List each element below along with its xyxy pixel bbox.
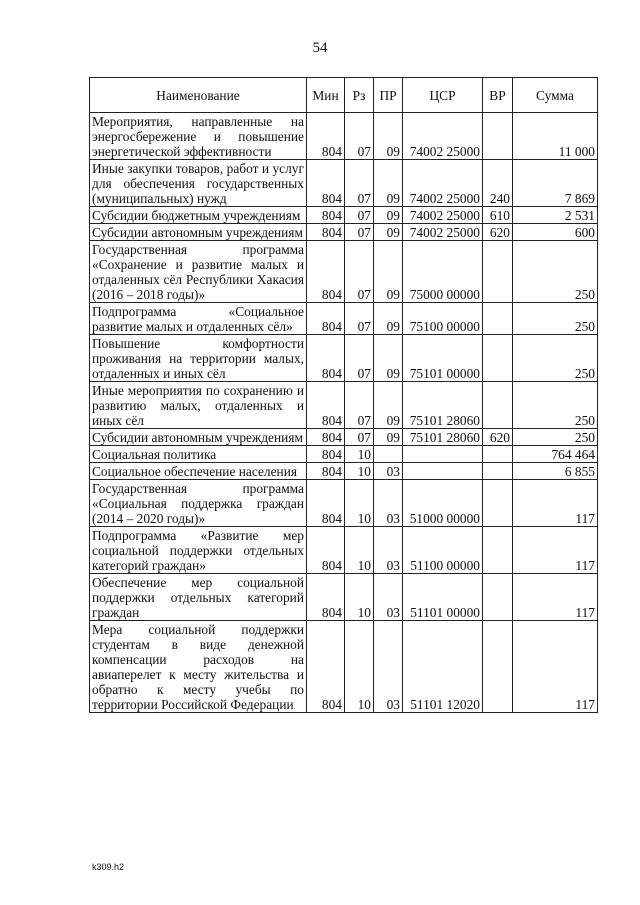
- budget-table: [89, 77, 598, 713]
- cell-rz: 10: [345, 527, 374, 574]
- table-row: [90, 480, 598, 527]
- cell-min: 804: [307, 241, 345, 303]
- cell-min: 804: [307, 574, 345, 621]
- cell-vr: [483, 113, 513, 160]
- cell-min: 804: [307, 303, 345, 335]
- cell-vr: [483, 446, 513, 463]
- cell-sum: 250: [513, 303, 598, 335]
- cell-rz: 07: [345, 335, 374, 382]
- table-body: [90, 113, 598, 713]
- cell-csr: 74002 25000: [403, 113, 483, 160]
- cell-csr: 75000 00000: [403, 241, 483, 303]
- cell-pr: 09: [374, 382, 403, 429]
- table-row: [90, 241, 598, 303]
- cell-sum: 11 000: [513, 113, 598, 160]
- cell-pr: 03: [374, 574, 403, 621]
- cell-name: Иные мероприятия по сохранению и развитию малых, отдаленных и иных сёл: [90, 382, 307, 429]
- cell-name: Государственная программа «Социальная поддержка граждан (2014 – 2020 годы)»: [90, 480, 307, 527]
- cell-rz: 07: [345, 429, 374, 446]
- cell-rz: 07: [345, 207, 374, 224]
- table-row: [90, 574, 598, 621]
- cell-name: Подпрограмма «Развитие мер социальной поддержки отдельных категорий граждан»: [90, 527, 307, 574]
- cell-rz: 10: [345, 463, 374, 480]
- table-row: [90, 335, 598, 382]
- table-row: [90, 113, 598, 160]
- cell-csr: [403, 463, 483, 480]
- cell-rz: 07: [345, 113, 374, 160]
- cell-rz: 07: [345, 303, 374, 335]
- cell-name: Обеспечение мер социальной поддержки отдельных категорий граждан: [90, 574, 307, 621]
- cell-pr: 03: [374, 621, 403, 713]
- cell-sum: 250: [513, 335, 598, 382]
- cell-vr: 620: [483, 224, 513, 241]
- header-csr: ЦСР: [403, 78, 483, 113]
- cell-min: 804: [307, 207, 345, 224]
- cell-pr: 09: [374, 241, 403, 303]
- header-vr: ВР: [483, 78, 513, 113]
- cell-vr: [483, 574, 513, 621]
- cell-sum: 600: [513, 224, 598, 241]
- cell-rz: 10: [345, 621, 374, 713]
- cell-vr: [483, 621, 513, 713]
- cell-sum: 6 855: [513, 463, 598, 480]
- cell-min: 804: [307, 463, 345, 480]
- cell-min: 804: [307, 224, 345, 241]
- cell-min: 804: [307, 429, 345, 446]
- cell-min: 804: [307, 446, 345, 463]
- footer-code: k309.h2: [92, 862, 125, 872]
- cell-csr: 75101 00000: [403, 335, 483, 382]
- cell-sum: 7 869: [513, 160, 598, 207]
- cell-csr: 51101 12020: [403, 621, 483, 713]
- header-min: Мин: [307, 78, 345, 113]
- cell-sum: 117: [513, 621, 598, 713]
- cell-name: Субсидии автономным учреждениям: [90, 224, 307, 241]
- cell-sum: 117: [513, 574, 598, 621]
- header-sum: Сумма: [513, 78, 598, 113]
- cell-pr: 09: [374, 429, 403, 446]
- cell-min: 804: [307, 382, 345, 429]
- table-row: [90, 160, 598, 207]
- table-row: [90, 224, 598, 241]
- cell-vr: 620: [483, 429, 513, 446]
- cell-min: 804: [307, 527, 345, 574]
- cell-name: Подпрограмма «Социальное развитие малых и отдаленных сёл»: [90, 303, 307, 335]
- cell-sum: 117: [513, 527, 598, 574]
- cell-min: 804: [307, 113, 345, 160]
- table-row: [90, 429, 598, 446]
- cell-csr: 51100 00000: [403, 527, 483, 574]
- page-number: 54: [312, 40, 328, 56]
- header-rz: Рз: [345, 78, 374, 113]
- cell-csr: 75100 00000: [403, 303, 483, 335]
- cell-name: Социальное обеспечение населения: [90, 463, 307, 480]
- cell-sum: 117: [513, 480, 598, 527]
- cell-min: 804: [307, 335, 345, 382]
- table-row: [90, 621, 598, 713]
- cell-sum: 2 531: [513, 207, 598, 224]
- table-row: [90, 446, 598, 463]
- cell-rz: 07: [345, 160, 374, 207]
- cell-name: Государственная программа «Сохранение и развитие малых и отдаленных сёл Республики Хакасия (2016 – 2018 годы)»: [90, 241, 307, 303]
- cell-csr: 75101 28060: [403, 382, 483, 429]
- cell-name: Повышение комфортности проживания на территории малых, отдаленных и иных сёл: [90, 335, 307, 382]
- cell-csr: [403, 446, 483, 463]
- cell-csr: 74002 25000: [403, 207, 483, 224]
- table-row: [90, 207, 598, 224]
- header-name: Наименование: [90, 78, 307, 113]
- cell-sum: 764 464: [513, 446, 598, 463]
- cell-vr: [483, 335, 513, 382]
- cell-rz: 10: [345, 480, 374, 527]
- cell-csr: 51000 00000: [403, 480, 483, 527]
- cell-rz: 10: [345, 574, 374, 621]
- table-row: [90, 527, 598, 574]
- cell-csr: 74002 25000: [403, 224, 483, 241]
- cell-rz: 07: [345, 224, 374, 241]
- cell-name: Субсидии автономным учреждениям: [90, 429, 307, 446]
- cell-vr: [483, 241, 513, 303]
- cell-csr: 75101 28060: [403, 429, 483, 446]
- cell-name: Иные закупки товаров, работ и услуг для обеспечения государственных (муниципальных) нужд: [90, 160, 307, 207]
- cell-pr: 09: [374, 160, 403, 207]
- cell-vr: [483, 303, 513, 335]
- cell-vr: [483, 480, 513, 527]
- cell-vr: [483, 463, 513, 480]
- cell-rz: 07: [345, 382, 374, 429]
- cell-name: Мера социальной поддержки студентам в виде денежной компенсации расходов на авиаперелет к месту жительства и обратно к месту учебы по территории Российской Федерации: [90, 621, 307, 713]
- cell-min: 804: [307, 480, 345, 527]
- cell-sum: 250: [513, 241, 598, 303]
- cell-pr: 09: [374, 303, 403, 335]
- cell-vr: 240: [483, 160, 513, 207]
- cell-min: 804: [307, 160, 345, 207]
- cell-csr: 74002 25000: [403, 160, 483, 207]
- cell-sum: 250: [513, 429, 598, 446]
- cell-vr: [483, 382, 513, 429]
- cell-pr: 03: [374, 480, 403, 527]
- cell-pr: [374, 446, 403, 463]
- table-header-row: [90, 78, 598, 113]
- cell-sum: 250: [513, 382, 598, 429]
- cell-rz: 10: [345, 446, 374, 463]
- cell-name: Социальная политика: [90, 446, 307, 463]
- cell-pr: 09: [374, 224, 403, 241]
- table-row: [90, 463, 598, 480]
- cell-pr: 03: [374, 527, 403, 574]
- table-row: [90, 303, 598, 335]
- cell-min: 804: [307, 621, 345, 713]
- cell-vr: [483, 527, 513, 574]
- cell-vr: 610: [483, 207, 513, 224]
- table-row: [90, 382, 598, 429]
- cell-name: Мероприятия, направленные на энергосбережение и повышение энергетической эффективности: [90, 113, 307, 160]
- cell-csr: 51101 00000: [403, 574, 483, 621]
- cell-name: Субсидии бюджетным учреждениям: [90, 207, 307, 224]
- cell-pr: 09: [374, 207, 403, 224]
- header-pr: ПР: [374, 78, 403, 113]
- cell-pr: 09: [374, 335, 403, 382]
- cell-pr: 03: [374, 463, 403, 480]
- cell-pr: 09: [374, 113, 403, 160]
- cell-rz: 07: [345, 241, 374, 303]
